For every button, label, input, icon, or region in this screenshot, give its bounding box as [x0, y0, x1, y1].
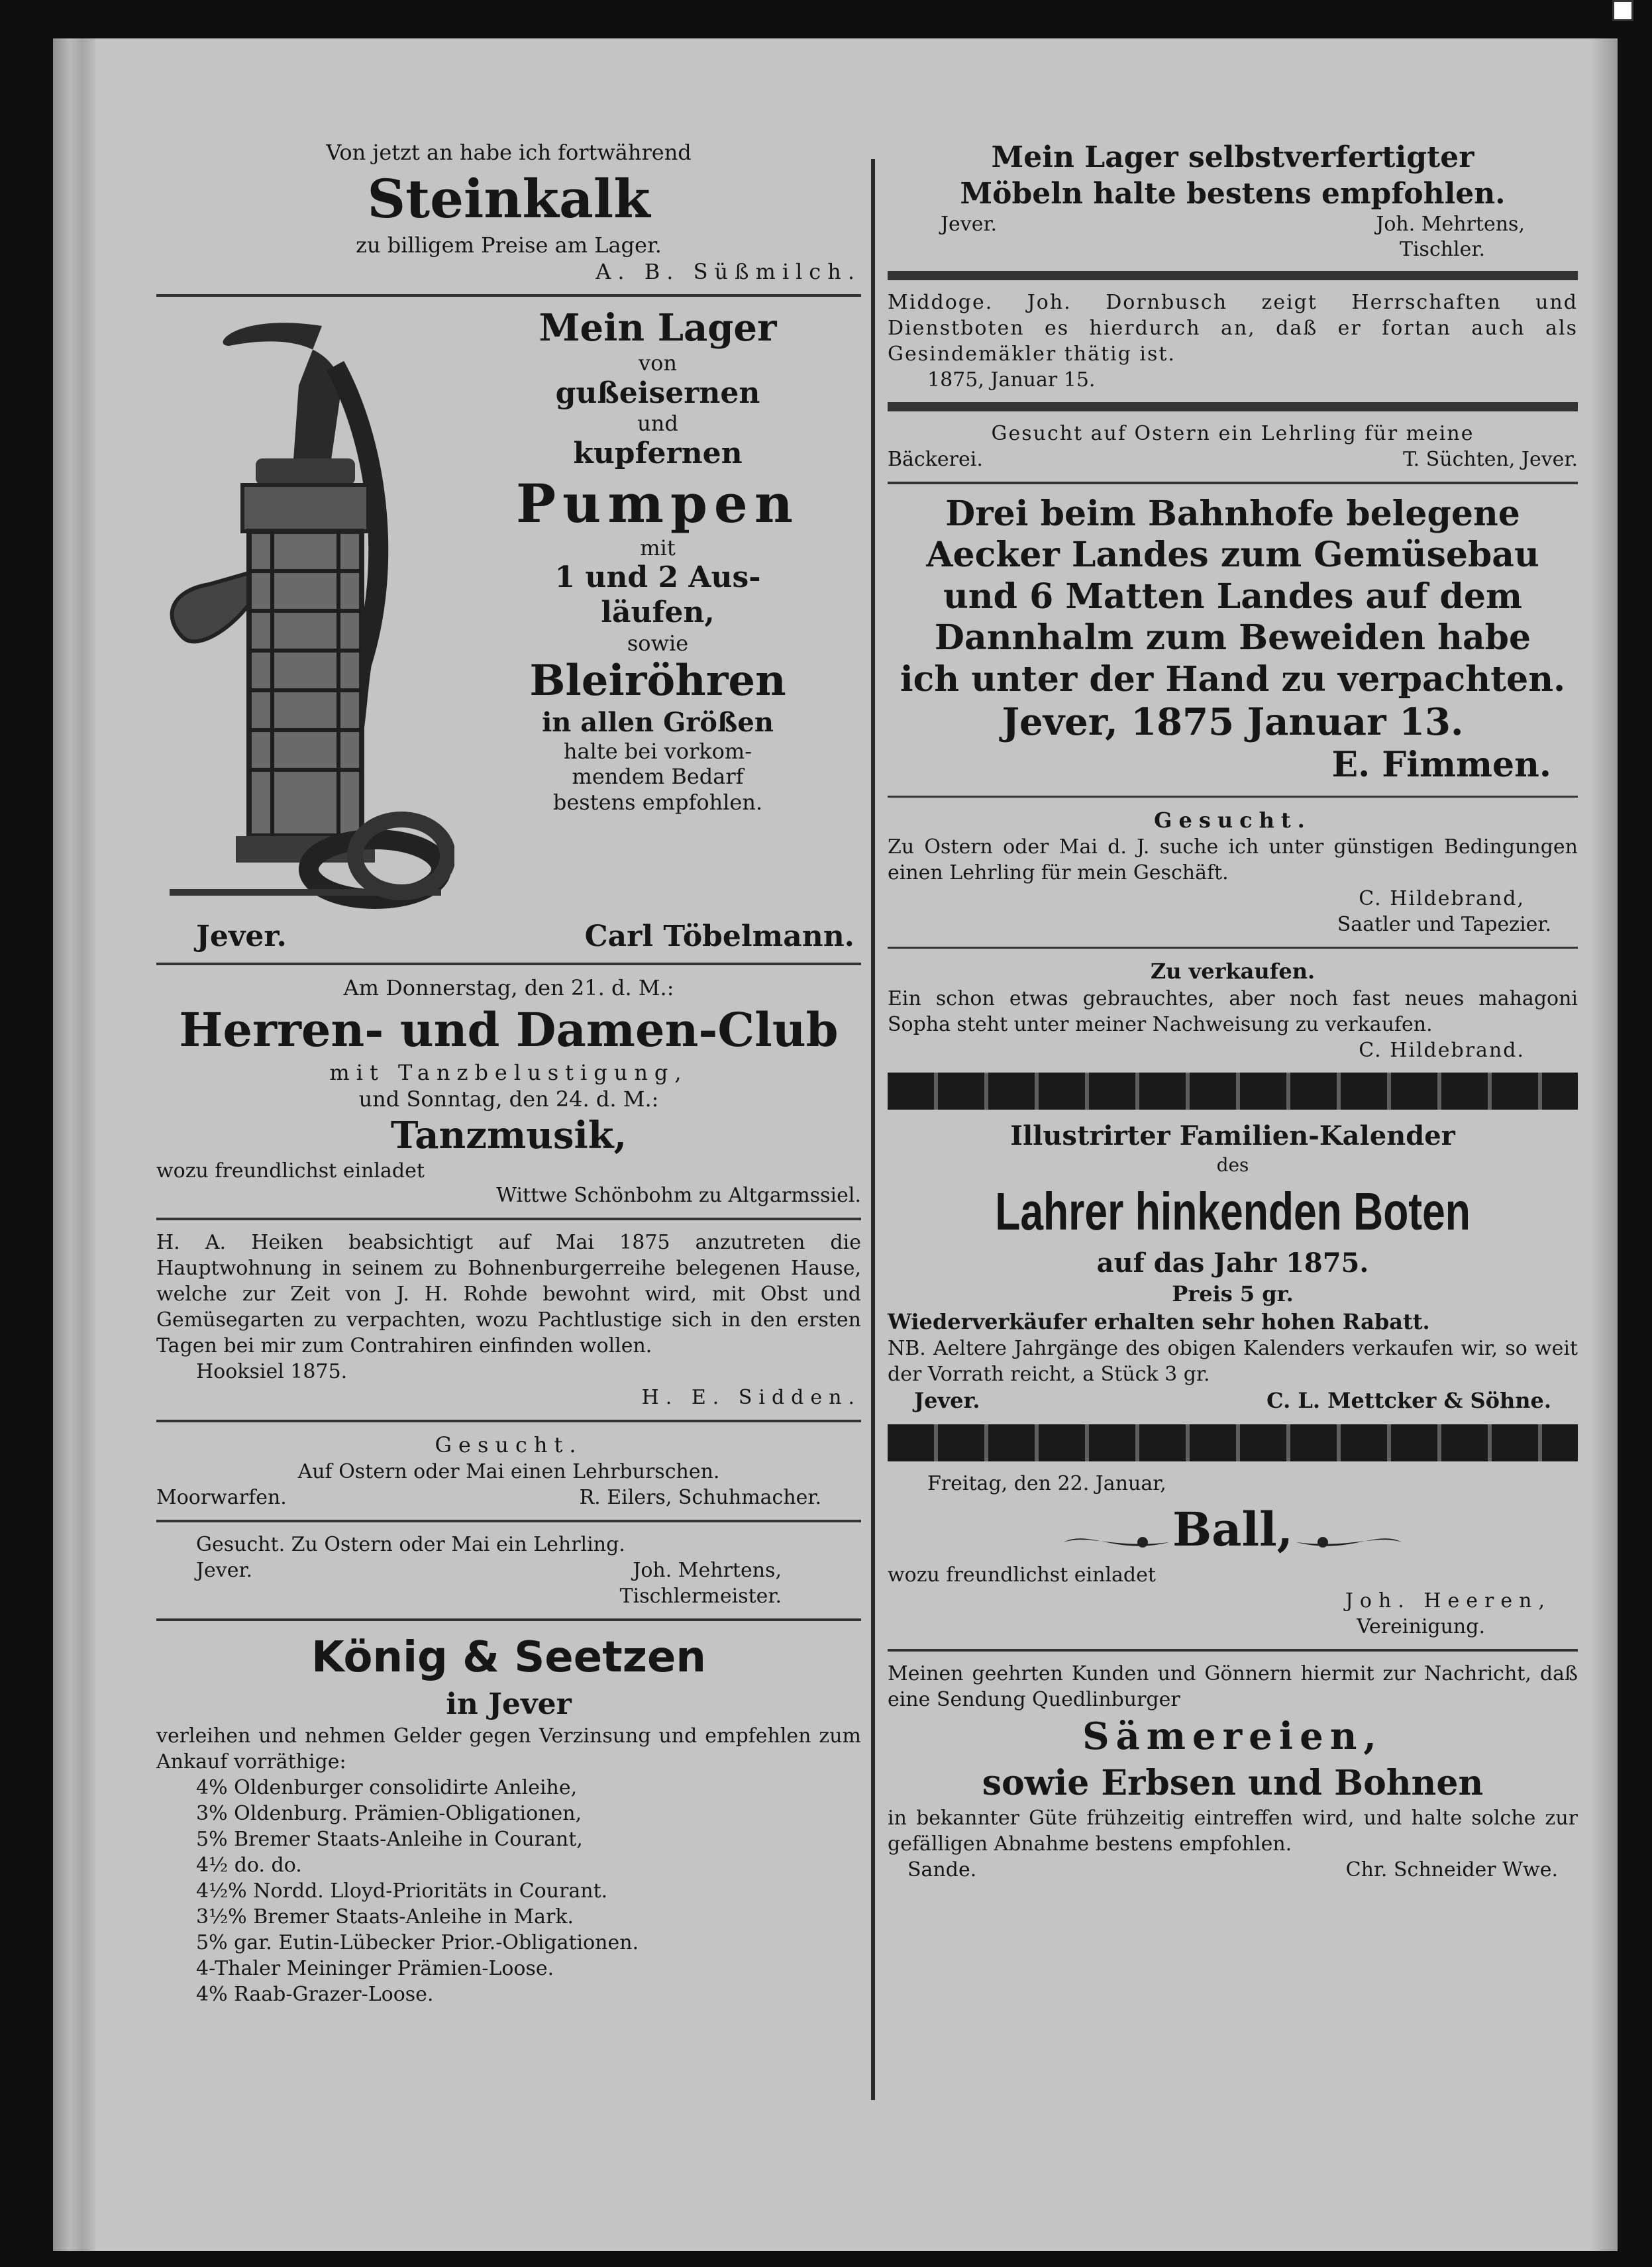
checker-border: [888, 1073, 1578, 1110]
ad-fimmen: [888, 494, 1578, 786]
club-line: wozu freundlichst einladet: [156, 1159, 425, 1183]
dornbusch-text: Middoge. Joh. Dornbusch zeigt Herrschaften und Dienstboten es hierdurch an, daß er fortan auch als Gesindemäkler thätig ist.: [888, 291, 1578, 366]
ad-hildebrand-gesucht: [888, 807, 1578, 938]
ad-pumpen: [156, 306, 861, 953]
saemereien-text: in bekannter Güte frühzeitig eintreffen wird, und halte solche zur gefälligen Abnahme bestens empfohlen.: [888, 1807, 1578, 1856]
fimmen-line: und 6 Matten Landes auf dem: [943, 576, 1522, 617]
gesucht1-text: Auf Ostern oder Mai einen Lehrburschen.: [297, 1460, 720, 1484]
hildebrand1-trade: Saatler und Tapezier.: [1337, 913, 1551, 937]
pumpen-line: kupfernen: [573, 436, 743, 470]
saemereien-headline2: sowie Erbsen und Bohnen: [982, 1762, 1484, 1803]
page-gutter: [53, 38, 95, 2251]
verkaufen-title: Zu verkaufen.: [1150, 959, 1316, 984]
steinkalk-signature: A. B. Süßmilch.: [595, 259, 861, 284]
pumpen-line: läufen,: [601, 595, 715, 629]
pumpen-place: Jever.: [196, 920, 287, 953]
gesucht2-trade: Tischlermeister.: [619, 1585, 782, 1608]
ad-steinkalk: [156, 106, 861, 285]
ball-trade: Vereinigung.: [1357, 1614, 1485, 1638]
pumpen-line: bestens empfohlen.: [552, 789, 763, 815]
suechten-line: Bäckerei.: [888, 448, 983, 471]
pumpen-line: Mein Lager: [539, 306, 777, 350]
saemereien-place: Sande.: [907, 1858, 977, 1882]
gesucht1-footer: [156, 1485, 861, 1510]
ad-suechten: [888, 421, 1578, 472]
kalender-rabatt: Wiederverkäufer erhalten sehr hohen Rabatt.: [888, 1308, 1430, 1334]
suechten-signature: T. Süchten, Jever.: [1403, 448, 1578, 471]
steinkalk-headline: Steinkalk: [367, 168, 650, 230]
verkaufen-signature: C. Hildebrand.: [1359, 1038, 1525, 1062]
ad-moebel: [888, 106, 1578, 262]
ad-gesucht-lehrbursche: [156, 1432, 861, 1511]
divider: [156, 1218, 861, 1220]
gesucht2-text: Gesucht. Zu Ostern oder Mai ein Lehrling.: [196, 1533, 625, 1557]
heiken-place: Hooksiel 1875.: [196, 1359, 348, 1383]
right-column: [888, 106, 1578, 1883]
water-pump-illustration: [156, 306, 454, 916]
pumpen-line: halte bei vorkom-: [563, 738, 752, 764]
kalender-line: des: [1216, 1153, 1249, 1176]
kalender-price: Preis 5 gr.: [1172, 1281, 1294, 1307]
koenig-item: 4% Raab-Grazer-Loose.: [196, 1983, 434, 2007]
fimmen-signature: E. Fimmen.: [1331, 745, 1551, 786]
heiken-text: H. A. Heiken beabsichtigt auf Mai 1875 anzutreten die Hauptwohnung in seinem zu Bohnenburgerreihe belegenen Hause, welche zur Zeit von J. H. Rohde bewohnt wird, mit Obst und Gemüsegarten zu verpachten, wozu Pachtlustige sich in den ersten Tagen bei mir zum Contrahiren einfinden wollen.: [156, 1230, 861, 1357]
koenig-item: 5% Bremer Staats-Anleihe in Courant,: [196, 1828, 583, 1852]
ad-club: [156, 975, 861, 1208]
ball-line: wozu freundlichst einladet: [888, 1563, 1156, 1587]
left-column: [156, 106, 861, 2007]
club-headline2: Tanzmusik,: [390, 1113, 627, 1157]
gesucht2-place: Jever.: [196, 1559, 253, 1583]
divider: [888, 1649, 1578, 1652]
ad-dornbusch: [888, 290, 1578, 393]
page-edge: [1591, 38, 1618, 2251]
koenig-item: 5% gar. Eutin-Lübecker Prior.-Obligationen.: [196, 1931, 639, 1955]
ball-signature: Joh. Heeren,: [1345, 1589, 1551, 1612]
gesucht1-signature: R. Eilers, Schuhmacher.: [579, 1486, 821, 1510]
gesucht2-footer: [156, 1557, 861, 1583]
fimmen-date: Jever, 1875 Januar 13.: [1002, 700, 1464, 744]
saemereien-footer: [888, 1857, 1578, 1883]
divider: [888, 482, 1578, 484]
koenig-sub: in Jever: [446, 1687, 572, 1722]
koenig-item: 4½ do. do.: [196, 1854, 302, 1877]
moebel-place: Jever.: [941, 213, 998, 236]
fimmen-line: ich unter der Hand zu verpachten.: [900, 659, 1566, 700]
pumpen-line: in allen Größen: [542, 706, 774, 738]
gesucht1-place: Moorwarfen.: [156, 1486, 287, 1510]
saemereien-headline: Sämereien,: [1082, 1714, 1383, 1758]
fimmen-line: Dannhalm zum Beweiden habe: [934, 617, 1531, 659]
kalender-place: Jever.: [914, 1388, 980, 1414]
hildebrand1-signature: C. Hildebrand,: [1359, 887, 1525, 911]
koenig-item: 4½% Nordd. Lloyd-Prioritäts in Courant.: [196, 1879, 608, 1903]
divider: [888, 796, 1578, 798]
moebel-line: Möbeln halte bestens empfohlen.: [960, 177, 1506, 211]
verkaufen-text: Ein schon etwas gebrauchtes, aber noch fast neues mahagoni Sopha steht unter meiner Nachweisung zu verkaufen.: [888, 986, 1578, 1036]
ad-kalender: [888, 1119, 1578, 1415]
ad-ball: [888, 1471, 1578, 1640]
ad-gesucht-lehrling: [156, 1532, 861, 1609]
suechten-text: Gesucht auf Ostern ein Lehrling für meine: [991, 422, 1474, 445]
saemereien-intro: Meinen geehrten Kunden und Gönnern hiermit zur Nachricht, daß eine Sendung Quedlinburger: [888, 1661, 1578, 1711]
koenig-item: 4% Oldenburger consolidirte Anleihe,: [196, 1776, 578, 1800]
koenig-item: 3½% Bremer Staats-Anleihe in Mark.: [196, 1905, 574, 1929]
kalender-nb: NB. Aeltere Jahrgänge des obigen Kalenders verkaufen wir, so weit der Vorrath reicht, a Stück 3 gr.: [888, 1337, 1578, 1387]
fimmen-line: Drei beim Bahnhofe belegene: [945, 494, 1520, 534]
gesucht1-title: Gesucht.: [435, 1432, 583, 1457]
koenig-item: 4-Thaler Meininger Prämien-Loose.: [196, 1957, 554, 1981]
divider: [156, 1618, 861, 1621]
kalender-footer: [888, 1387, 1578, 1415]
divider: [888, 271, 1578, 280]
ornament-left-icon: [1063, 1529, 1169, 1555]
heiken-signature: H. E. Sidden.: [641, 1385, 861, 1409]
koenig-headline: König & Seetzen: [311, 1633, 706, 1683]
dornbusch-date: 1875, Januar 15.: [927, 368, 1096, 392]
moebel-signature: Joh. Mehrtens,: [1376, 213, 1525, 236]
divider: [888, 947, 1578, 949]
ad-saemereien: [888, 1661, 1578, 1883]
club-headline: Herren- und Damen-Club: [179, 1002, 839, 1057]
divider: [156, 294, 861, 297]
saemereien-signature: Chr. Schneider Wwe.: [1345, 1858, 1558, 1882]
pumpen-text: [454, 306, 861, 815]
ad-zu-verkaufen: [888, 958, 1578, 1063]
corner-marker: [1612, 0, 1633, 21]
divider: [156, 1420, 861, 1422]
pumpen-signature: Carl Töbelmann.: [584, 920, 854, 953]
pumpen-line: 1 und 2 Aus-: [554, 560, 761, 594]
divider: [156, 1520, 861, 1522]
pumpen-line: sowie: [627, 630, 689, 656]
club-line: und Sonntag, den 24. d. M.:: [358, 1086, 659, 1112]
kalender-signature: C. L. Mettcker & Söhne.: [1266, 1388, 1551, 1414]
steinkalk-line: zu billigem Preise am Lager.: [356, 233, 662, 258]
pumpen-footer: [156, 916, 861, 953]
pumpen-line: mendem Bedarf: [572, 764, 744, 790]
steinkalk-intro: Von jetzt an habe ich fortwährend: [326, 140, 692, 165]
pumpen-headline: Pumpen: [516, 472, 800, 535]
koenig-list: [156, 1775, 861, 2007]
club-signature: Wittwe Schönbohm zu Altgarmssiel.: [496, 1184, 861, 1207]
pumpen-line: gußeisernen: [555, 376, 760, 410]
moebel-footer: [888, 212, 1578, 237]
column-divider: [871, 159, 875, 2100]
pumpen-line: mit: [640, 535, 676, 560]
club-line: Am Donnerstag, den 21. d. M.:: [343, 975, 674, 1000]
ad-heiken: [156, 1230, 861, 1410]
koenig-item: 3% Oldenburg. Prämien-Obligationen,: [196, 1802, 582, 1826]
checker-border: [888, 1424, 1578, 1461]
ball-line: Freitag, den 22. Januar,: [927, 1471, 1166, 1495]
ad-koenig-seetzen: [156, 1630, 861, 2007]
pumpen-line: von: [639, 350, 677, 376]
divider: [888, 402, 1578, 411]
ball-headline: Ball,: [1172, 1501, 1294, 1557]
kalender-headline: Lahrer hinkenden Boten: [995, 1182, 1471, 1241]
gesucht2-signature: Joh. Mehrtens,: [633, 1559, 782, 1583]
hildebrand1-title: Gesucht.: [1154, 807, 1312, 833]
moebel-line: Mein Lager selbstverfertigter: [991, 140, 1474, 174]
moebel-trade: Tischler.: [1399, 237, 1485, 261]
kalender-line: Illustrirter Familien-Kalender: [1010, 1120, 1455, 1151]
suechten-footer: [888, 447, 1578, 472]
pumpen-headline2: Bleiröhren: [529, 655, 786, 706]
ornament-right-icon: [1296, 1529, 1402, 1555]
koenig-intro: verleihen und nehmen Gelder gegen Verzinsung und empfehlen zum Ankauf vorräthige:: [156, 1724, 861, 1774]
club-line: mit Tanzbelustigung,: [329, 1059, 688, 1085]
fimmen-line: Aecker Landes zum Gemüsebau: [926, 535, 1539, 576]
divider: [156, 963, 861, 965]
kalender-line: auf das Jahr 1875.: [1096, 1247, 1369, 1279]
pumpen-line: und: [637, 411, 678, 437]
hildebrand1-text: Zu Ostern oder Mai d. J. suche ich unter günstigen Bedingungen einen Lehrling für mein Geschäft.: [888, 835, 1578, 885]
